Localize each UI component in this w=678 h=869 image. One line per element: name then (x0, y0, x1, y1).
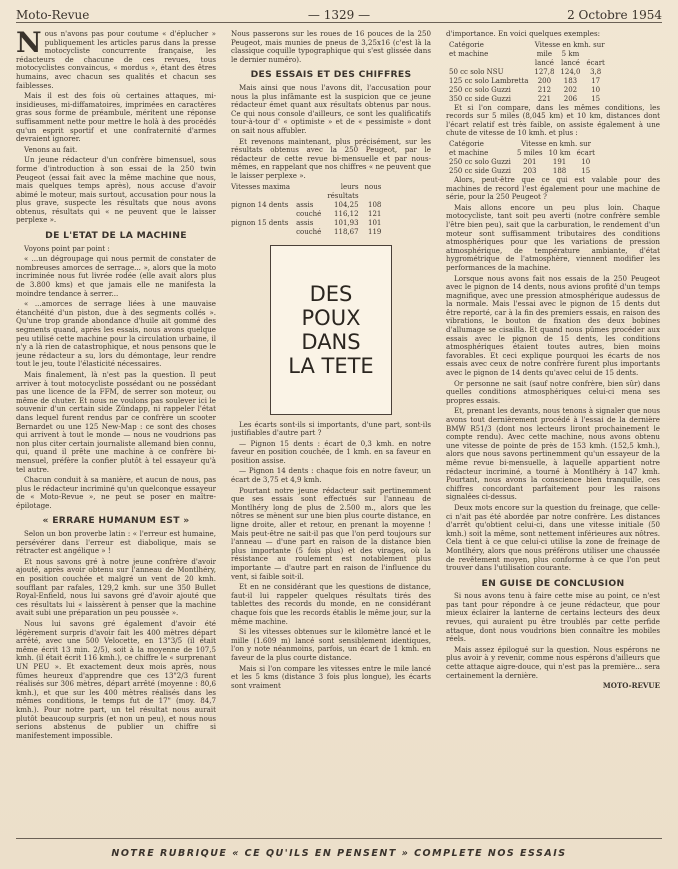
paragraph: Et revenons maintenant, plus précisément, sur les résultats obtenus avec la 250 Peugeot, par le rédacteur de cette revue bi-mensuelle et par nous-mêmes, en rappelant que nos chiffres « ne peuvent que le laisser perplexe ». (231, 136, 431, 180)
poux-line: POUX (301, 305, 361, 330)
table-cell (231, 210, 296, 219)
paragraph: Et si l'on compare, dans les mêmes conditions, les records sur 5 miles (8,045 km) et 10 km, distances dont l'écart relatif est très faible, on assiste également à une chute de vitesse de 10 kmh. et plus : (446, 102, 660, 138)
poux-title-box (270, 245, 392, 415)
table-cell: 10 (581, 157, 591, 166)
speed-table (231, 183, 387, 237)
table-row (446, 77, 608, 86)
table-cell: 212 (537, 85, 552, 94)
table-cell: 127,8 (534, 67, 555, 76)
table-row (231, 201, 387, 210)
paragraph: Mais il est des fois où certaines attaques, mi-insidieuses, mi-diffamatoires, imprimées en caractères gras sous forme de préambule, méritent une réponse suffisamment nette pour mettre le holà à des procédés qu'un esprit sportif et une confraternité d'armes devraient ignorer. (16, 91, 216, 144)
paragraph: Chacun conduit à sa manière, et aucun de nous, pas plus le rédacteur incriminé qu'un quelconque essayeur de « Moto-Revue », ne peut se poser en maître-épilotage. (16, 475, 216, 510)
table-cell: 124,0 (560, 67, 581, 76)
paragraph: Et en ne considérant que les questions de distance, faut-il lui rappeler quelques résultats tirés des tablettes des records du monde, en ne considérant chaque fois que les records établis le même jour, sur la même machine. (231, 582, 431, 626)
paragraph: Un jeune rédacteur d'un confrère bimensuel, sous forme d'introduction à son essai de la 250 twin Peugeot (essai fait avec la même machine que nous, mais quelques temps après), nous accuse d'avoir abimé le moteur, mais surtout, accusation pour nous la plus grave, suspecte les résultats que nous avons obtenus, résultats qui « ne peuvent que le laisser perplexe ». (16, 155, 216, 225)
table-row (231, 219, 387, 228)
table-cell: 101 (368, 218, 382, 227)
table-cell: 15 (581, 166, 591, 175)
records-table-2 (446, 140, 598, 176)
table-cell: couché (296, 227, 322, 236)
table-header-row (446, 140, 598, 149)
section-heading: DE L'ETAT DE LA MACHINE (45, 230, 187, 242)
table-cell: 10 (591, 85, 601, 94)
table-cell: 116,12 (334, 209, 359, 218)
table-cell: couché (296, 209, 322, 218)
table-cell: 202 (563, 85, 578, 94)
poux-line: LA TETE (288, 353, 374, 378)
table-header: Vitesse en kmh. sur (534, 40, 605, 49)
table-cell: 201 (523, 157, 537, 166)
table-cell: 203 (523, 166, 537, 175)
table-cell: assis (296, 200, 314, 209)
table-cell: 188 (552, 166, 567, 175)
table-cell: 3,8 (590, 67, 602, 76)
header-date: 2 Octobre 1954 (567, 8, 662, 22)
paragraph: « ...un dégroupage qui nous permit de constater de nombreuses amorces de serrage... », alors que la moto incriminée nous fut livrée rodée (elle avait alors plus de 3.800 kms) et que jamais elle ne manifesta la moindre tendance à serrer... (16, 254, 216, 298)
table-row (231, 210, 387, 219)
table-cell: 221 (537, 94, 552, 103)
table-cell: 101,93 (334, 218, 359, 227)
header-magazine-name: Moto-Revue (16, 8, 90, 22)
paragraph: Lorsque nous avons fait nos essais de la 250 Peugeot avec le pignon de 14 dents, nous avions profité d'un temps magnifique, avec une pression atmosphérique audessus de la normale. Mais l'essai avec le pignon de 15 dents dut être reporté, car à la fin des premiers essais, en raison des vibrations, le bouton de fixation des deux bobines d'allumage se cisailla. Et quand nous pûmes procéder aux essais avec le pignon de 15 dents, les conditions atmosphériques étaient toutes autres, bien moins favorables. Et ceci explique pourquoi les écarts de nos essais avec ceux de notre confrère furent plus importants avec le pignon de 14 dents qu'avec celui de 15 dents. (446, 273, 660, 378)
table-header: Catégorie (449, 40, 484, 49)
paragraph: Si les vitesses obtenues sur le kilomètre lancé et le mille (1.609 m) lancé sont sensiblement identiques, l'on y note néanmoins, parfois, un écart de 1 kmh. en faveur de la plus courte distance. (231, 627, 431, 662)
paragraph: Mais assez épilogué sur la question. Nous espérons ne plus avoir à y revenir, comme nous espérons d'ailleurs que cette attaque aigre-douce, qui n'est pas la première... sera certainement la dernière. (446, 644, 660, 680)
table-cell (231, 228, 296, 237)
table-cell: 108 (368, 200, 382, 209)
paragraph: Mais ainsi que nous l'avons dit, l'accusation pour nous la plus infâmante est la suspicion que ce jeune rédacteur émet quant aux résultats obtenus par nous. Ce qui nous console d'ailleurs, ce sont les qualificatifs tour-à-tour d' « optimiste » et de « pessimiste » dont on sait nous affubler. (231, 82, 431, 135)
paragraph: Venons au fait. (24, 144, 78, 154)
table-header-row (446, 149, 598, 158)
table-cell: 191 (552, 157, 567, 166)
table-header: écart (586, 58, 605, 67)
table-header-row (446, 41, 608, 50)
paragraph: — Pignon 15 dents : écart de 0,3 kmh. en notre faveur en position couchée, de 1 kmh. en sa faveur en position assise. (231, 438, 431, 465)
table-header-row (446, 50, 608, 59)
section-heading: EN GUISE DE CONCLUSION (481, 577, 625, 589)
table-header: et machine (449, 49, 489, 58)
column-1 (16, 30, 216, 823)
poux-line: DANS (301, 329, 361, 354)
table-header: et machine (449, 148, 489, 157)
table-row (446, 86, 608, 95)
paragraph: « ...amorces de serrage liées à une mauvaise étanchéité d'un piston, due à des segments collés ». Qu'une trop grande abondance d'huile ait gommé des segments quand, après les essais, nous avons quelque peu utilisé cette machine pour la circulation urbaine, il n'y a là rien de catastrophique, et nous pensons que le jeune rédacteur a su, lors du démontage, leur rendre tout le jeu, toute l'élasticité nécessaires. (16, 299, 216, 369)
table-header: nous (364, 182, 382, 191)
paragraph: Mais allons encore un peu plus loin. Chaque motocycliste, tant soit peu averti (notre confrère semble l'être bien peu), sait que la carburation, le rendement d'un moteur sont suffisamment tributaires des conditions atmosphériques pour que les variations de pression atmosphérique, de température ambiante, d'état hygrométrique de l'atmosphère, viennent modifier les performances de la machine. (446, 202, 660, 272)
records-table-1 (446, 41, 608, 104)
paragraph: Pourtant notre jeune rédacteur sait pertinemment que ses essais sont effectués sur l'anneau de Montlhéry long de plus de 2.500 m., alors que les nôtres se mènent sur une bien plus courte distance, en ligne droite, aller et retour, en prenant la moyenne ! Mais peut-être ne sait-il pas que l'on perd toujours sur l'anneau — d'une part en raison de la distance bien plus importante (5 fois plus) et des virages, où la résistance au roulement est notablement plus importante — d'autre part en raison de l'influence du vent, si faible soit-il. (231, 485, 431, 581)
paragraph: Et nous savons gré à notre jeune confrère d'avoir ajouté, après avoir obtenu sur l'anneau de Montlhéry, en position couchée et malgré un vent de 20 kmh. soufflant par rafales, 129,2 kmh. sur une 350 Bullet Royal-Enfield, nous lui savons gré d'avoir ajouté que ces résultats lui « laissèrent à penser que la machine avait subi une préparation un peu poussée ». (16, 556, 216, 618)
footer-banner: NOTRE RUBRIQUE « CE QU'ILS EN PENSENT » COMPLETE NOS ESSAIS (111, 848, 567, 859)
paragraph: Selon un bon proverbe latin : « l'erreur est humaine, persévérer dans l'erreur est diabolique, mais se rétracter est angélique » ! (16, 529, 216, 556)
table-header: résultats (327, 191, 359, 200)
section-heading: DES ESSAIS ET DES CHIFFRES (250, 69, 412, 81)
paragraph: Or personne ne sait (sauf notre confrère, bien sûr) dans quelles conditions atmosphériques celui-ci mena ses propres essais. (446, 378, 660, 405)
table-cell: 250 cc solo Guzzi (449, 85, 511, 94)
table-header: Vitesses maxima (231, 182, 291, 191)
table-header: 10 km (548, 148, 571, 157)
table-row (231, 228, 387, 237)
paragraph: Deux mots encore sur la question du freinage, que celle-ci n'ait pas été abordée par notre confrère. Les distances d'arrêt qu'obtient celui-ci, dans une vitesse initiale (50 kmh.) soit la même, sont nettement inférieures aux nôtres. Cela tient à ce que celui-ci utilise la zone de freinage de Montlhéry, alors que nous préférons utiliser une chaussée de revêtement moyen, plus conforme à ce que l'on peut trouver dans l'utilisation courante. (446, 502, 660, 573)
paragraph: — Pignon 14 dents : chaque fois en notre faveur, un écart de 3,75 et 4,9 kmh. (231, 466, 431, 485)
table-cell: 15 (591, 94, 601, 103)
column-2 (231, 30, 431, 823)
table-header: écart (576, 148, 595, 157)
header-rule (16, 22, 662, 23)
table-row (446, 68, 608, 77)
table-header-row (231, 192, 387, 201)
paragraph: Si nous avons tenu à faire cette mise au point, ce n'est pas tant pour répondre à ce jeune rédacteur, que pour mieux éclairer la lanterne de certains lecteurs des deux revues, qui auraient pu être troublés par cette perfide attaque, dont nous voudrions bien connaître les mobiles réels. (446, 591, 660, 644)
table-cell: 104,25 (334, 200, 359, 209)
table-row (446, 158, 598, 167)
paragraph: Mais finalement, là n'est pas la question. Il peut arriver à tout motocycliste possédant ou ne possédant pas une licence de la FFM, de serrer son moteur, ou même de chuter. Et nous ne voulons pas soulever ici le souvenir d'un certain side Zündapp, ni rappeler l'état dans lequel furent rendus par ce confrère un scooter Bernardet ou une 125 New-Map : ce sont des choses qui arrivent à tout le monde — nous ne voudrions pas non plus citer certain journaliste allemand bien connu, qui, quand il prête une machine à ce confrère bi-mensuel, préfère la confier plutôt à tel essayeur qu'à tel autre. (16, 369, 216, 474)
table-header-row (446, 59, 608, 68)
table-cell: 118,67 (334, 227, 359, 236)
paragraph: d'importance. En voici quelques exemples: (446, 30, 601, 38)
table-header: leurs (340, 182, 359, 191)
signature: MOTO-REVUE (602, 681, 660, 691)
table-header: Vitesse en kmh. sur (521, 139, 591, 148)
paragraph: Mais si l'on compare les vitesses entre le mile lancé et les 5 kms (distance 3 fois plus longue), les écarts sont vraiment (231, 663, 431, 690)
table-cell: 125 cc solo Lambretta (449, 76, 529, 85)
poux-line: DES (309, 281, 353, 306)
table-header-row (231, 183, 387, 192)
table-cell: assis (296, 218, 314, 227)
table-header: lancé (534, 58, 554, 67)
column-3 (446, 30, 660, 823)
table-header: 5 miles (517, 148, 543, 157)
table-cell: 50 cc solo NSU (449, 67, 504, 76)
table-cell: 350 cc side Guzzi (449, 94, 512, 103)
section-heading: « ERRARE HUMANUM EST » (42, 515, 190, 527)
paragraph: Et, prenant les devants, nous tenons à signaler que nous avons tout dernièrement procédé à l'essai de la dernière BMW R51/3 (dont nos lecteurs liront prochainement le compte rendu). Avec cette machine, nous avons obtenu une vitesse de pointe de près de 153 kmh. (152,5 kmh.), alors que nous savons pertinemment qu'un essayeur de la même revue bi-mensuelle, à laquelle appartient notre rédacteur incriminé, a tourné à Montlhéry à 147 kmh. Pourtant, nous avons la conscience bien tranquille, ces chiffres concordant parfaitement pour les raisons signalées ci-dessus. (446, 406, 660, 502)
table-cell: 200 (537, 76, 552, 85)
table-cell: pignon 14 dents (231, 200, 289, 209)
paragraph: Les écarts sont-ils si importants, d'une part, sont-ils justifiables d'autre part ? (231, 419, 431, 438)
drop-cap: N (16, 30, 42, 59)
intro-paragraph: Nous n'avons pas pour coutume « d'éplucher » publiquement les articles parus dans la presse motocycliste concurrente française, les rédacteurs de chacune de ces revues, tous motocyclistes convaincus, « mordus », étant des êtres humains, avec chacun ses qualités et chacun ses faiblesses. (16, 30, 216, 90)
table-header: Catégorie (449, 139, 484, 148)
paragraph: Voyons point par point : (24, 243, 110, 253)
table-header: lancé (560, 58, 580, 67)
paragraph: Nous lui savons gré également d'avoir été légèrement surpris d'avoir fait les 400 mètres départ arrêté, avec une 500 Velocette, en 13"3/5 (il était même écrit 13 min. 2/5), soit à la moyenne de 107,5 kmh. (il était écrit 116 kmh.), ce chiffre le « surprenant UN PEU ». Et exactement deux mois après, nous fûmes heureux d'apprendre que ces 13"2/3 furent réalisés sur 306 mètres, départ arrêté (moyenne : 80,6 kmh.), et que sur les 400 mètres réalisés dans les mêmes conditions, le temps fut de 17" (moy. 84,7 kmh.). Pour notre part, un tel résultat nous aurait plutôt beaucoup surpris (et non un peu), et nous nous serions abstenus de publier un chiffre si manifestement impossible. (16, 619, 216, 740)
table-cell: pignon 15 dents (231, 218, 289, 227)
table-cell: 121 (368, 209, 382, 218)
footer-rule (16, 838, 662, 839)
table-cell: 183 (563, 76, 578, 85)
table-header: 5 km (561, 49, 580, 58)
table-cell: 250 cc side Guzzi (449, 166, 512, 175)
table-cell: 17 (591, 76, 601, 85)
paragraph: Nous passerons sur les roues de 16 pouces de la 250 Peugeot, mais munies de pneus de 3,25x16 (c'est là la classique coquille typographique qui s'est glissée dans le dernier numéro). (231, 30, 431, 64)
header-page-number: — 1329 — (307, 8, 371, 22)
paragraph: Alors, peut-être que ce qui est valable pour des machines de record l'est également pour une machine de série, pour la 250 Peugeot ? (446, 174, 660, 202)
table-cell: 119 (368, 227, 382, 236)
table-header: mile (536, 49, 553, 58)
table-cell: 206 (563, 94, 578, 103)
table-cell: 250 cc solo Guzzi (449, 157, 511, 166)
